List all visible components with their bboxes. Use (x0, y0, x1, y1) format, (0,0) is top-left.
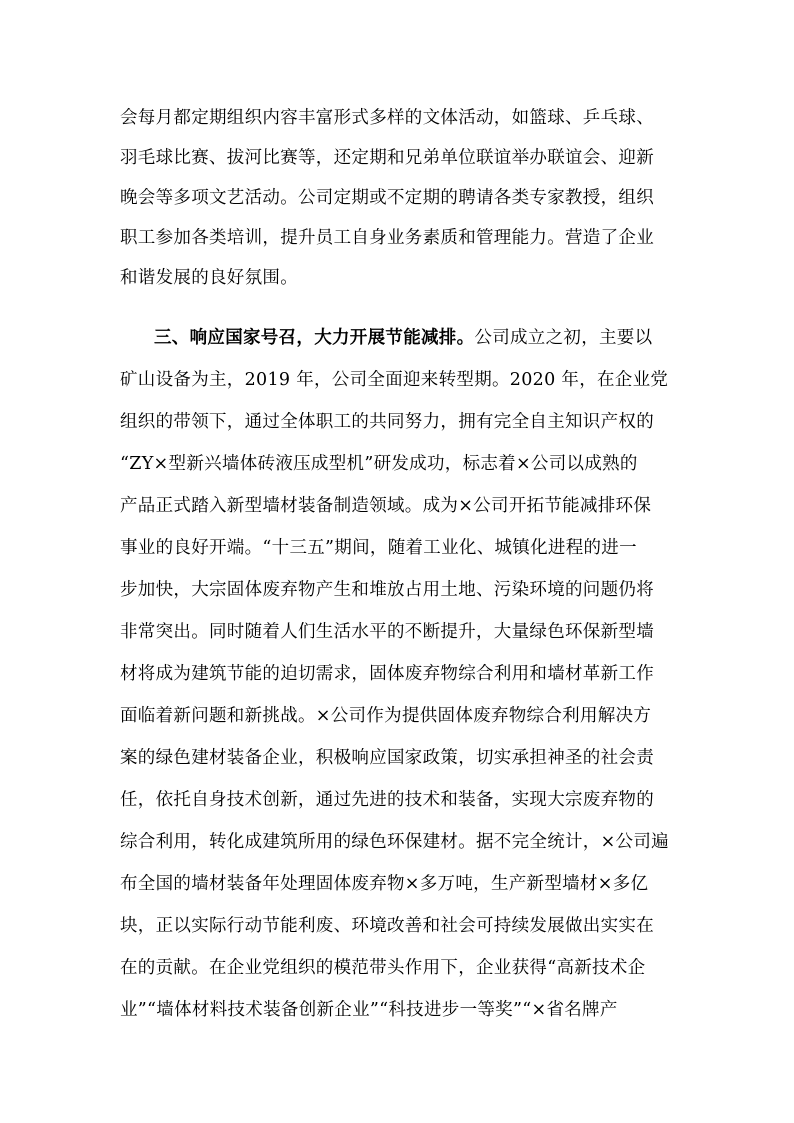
paragraph-2-line-9: 材将成为建筑节能的迫切需求，固体废弃物综合利用和墙材革新工作 (120, 664, 654, 684)
paragraph-2-line-16: 在的贡献。在企业党组织的模范带头作用下，企业获得“高新技术企 (120, 958, 646, 978)
paragraph-2-line-5: 产品正式踏入新型墙材装备制造领域。成为×公司开拓节能减排环保 (120, 496, 652, 516)
paragraph-2-line-4: “ZY×型新兴墙体砖液压成型机”研发成功，标志着×公司以成熟的 (120, 454, 638, 474)
paragraph-2-line-15: 块，正以实际行动节能利废、环境改善和社会可持续发展做出实实在 (120, 916, 654, 936)
paragraph-2-line-7: 步加快，大宗固体废弃物产生和堆放占用土地、污染环境的问题仍将 (120, 580, 654, 600)
paragraph-2-line-6: 事业的良好开端。“十三五”期间，随着工业化、城镇化进程的进一 (120, 538, 637, 558)
paragraph-2-line-10: 面临着新问题和新挑战。×公司作为提供固体废弃物综合利用解决方 (120, 706, 652, 726)
paragraph-2-line-12: 任，依托自身技术创新，通过先进的技术和装备，实现大宗废弃物的 (120, 790, 654, 810)
paragraph-1-line-1: 会每月都定期组织内容丰富形式多样的文体活动，如篮球、乒乓球、 (120, 108, 654, 128)
paragraph-2-line-1-rest: 公司成立之初，主要以 (474, 328, 653, 348)
paragraph-2-line-11: 案的绿色建材装备企业，积极响应国家政策，切实承担神圣的社会责 (120, 748, 654, 768)
paragraph-2-line-8: 非常突出。同时随着人们生活水平的不断提升，大量绿色环保新型墙 (120, 622, 654, 642)
paragraph-2-line-1 (154, 326, 680, 350)
paragraph-1-line-3: 晚会等多项文艺活动。公司定期或不定期的聘请各类专家教授，组织 (120, 188, 654, 208)
paragraph-2-line-14: 布全国的墙材装备年处理固体废弃物×多万吨，生产新型墙材×多亿 (120, 874, 649, 894)
paragraph-2-line-3: 组织的带领下，通过全体职工的共同努力，拥有完全自主知识产权的 (120, 412, 654, 432)
paragraph-2-line-2: 矿山设备为主，2019 年，公司全面迎来转型期。2020 年，在企业党 (120, 370, 669, 390)
paragraph-1-line-2: 羽毛球比赛、拔河比赛等，还定期和兄弟单位联谊举办联谊会、迎新 (120, 148, 654, 168)
paragraph-1-line-5: 和谐发展的良好氛围。 (120, 268, 298, 288)
paragraph-2-line-17: 业”“墙体材料技术装备创新企业”“科技进步一等奖”“×省名牌产 (120, 1000, 618, 1020)
section-heading: 三、响应国家号召，大力开展节能减排。 (154, 328, 475, 348)
paragraph-1-line-4: 职工参加各类培训，提升员工自身业务素质和管理能力。营造了企业 (120, 228, 654, 248)
paragraph-2-line-13: 综合利用，转化成建筑所用的绿色环保建材。据不完全统计，×公司遍 (120, 832, 669, 852)
